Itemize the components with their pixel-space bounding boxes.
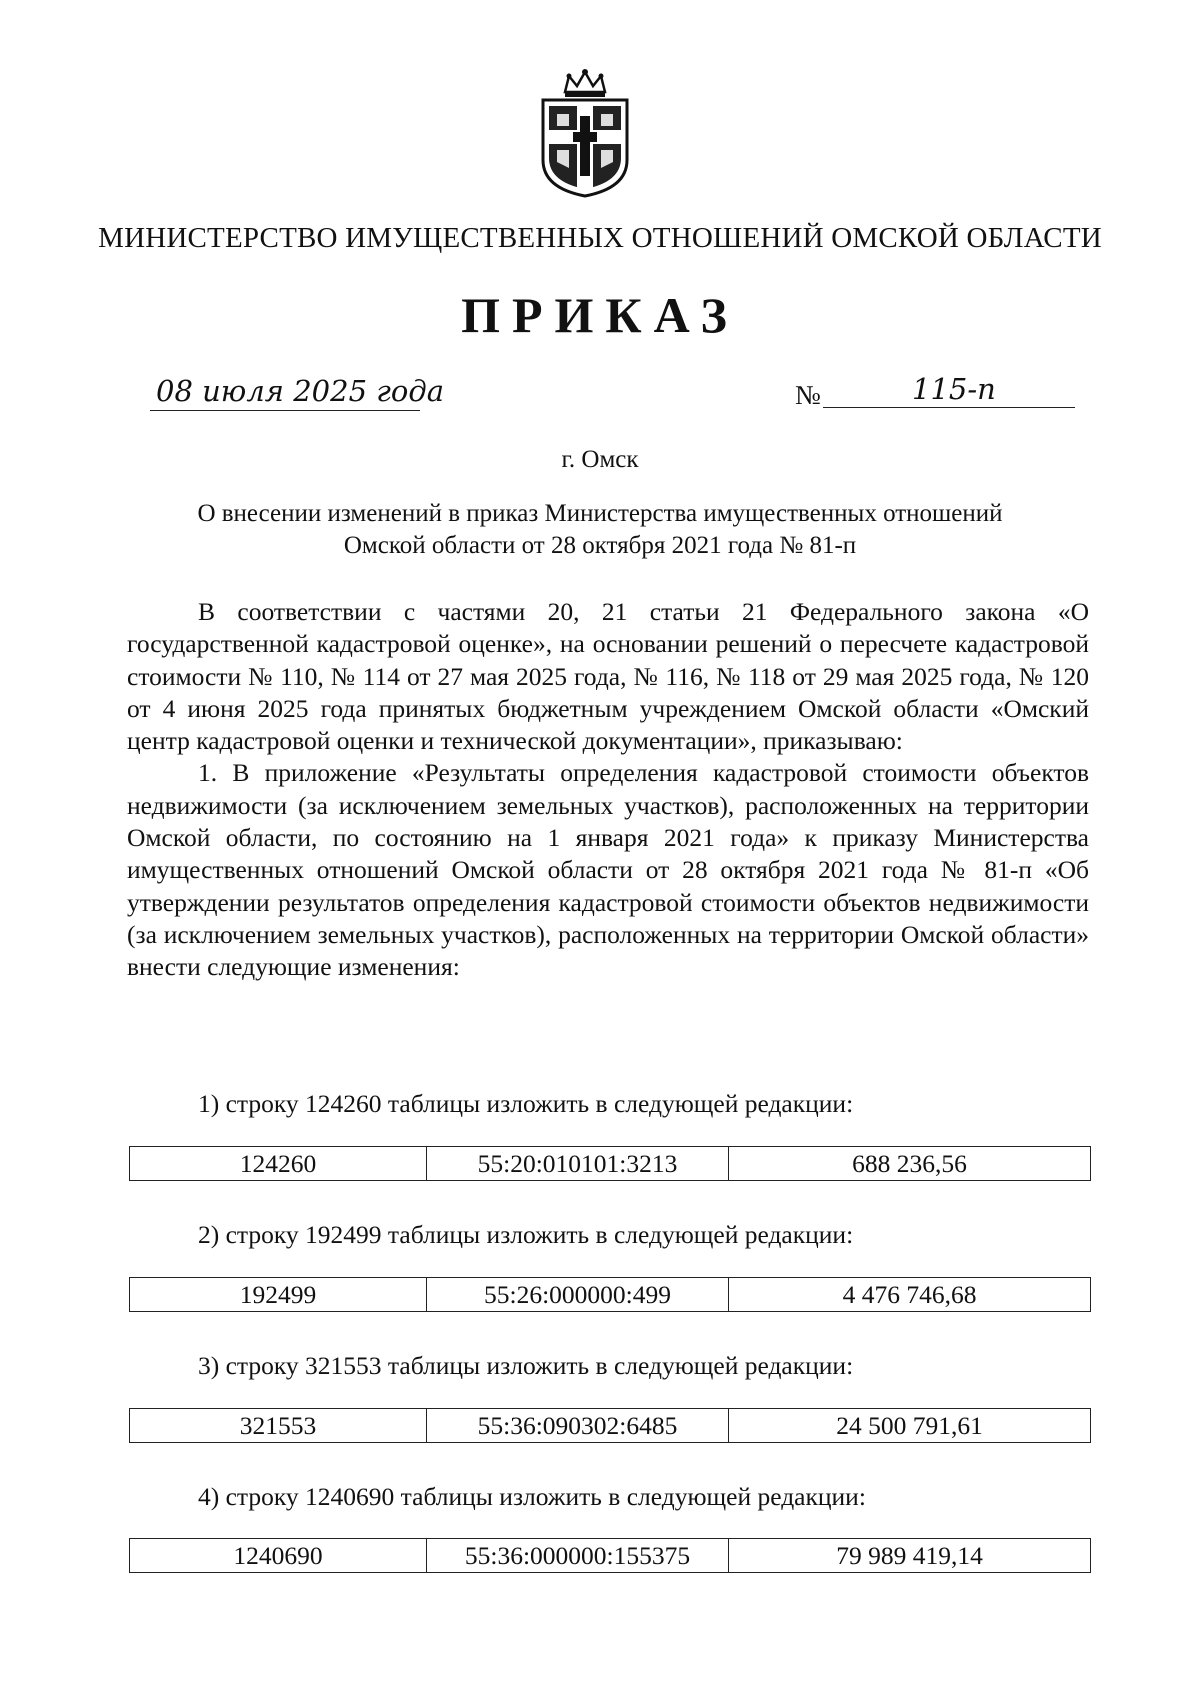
cadastral-value-cell: 688 236,56: [729, 1147, 1091, 1181]
preamble-paragraph: В соответствии с частями 20, 21 статьи 21 Федерального закона «О государственной кадастровой оценке», на основании решений о пересчете кадастровой стоимости № 110, № 114 от 27 мая 2025 года, № 116, № 118 от 29 мая 2025 года, № 120 от 4 июня 2025 года принятых бюджетным учреждением Омской области «Омский центр кадастровой оценки и технической документации», приказываю:: [127, 597, 1089, 756]
cadastral-number-cell: 55:20:010101:3213: [427, 1147, 729, 1181]
table-row: [130, 1278, 1091, 1312]
amendment-4-intro: 4) строку 1240690 таблицы изложить в следующей редакции:: [198, 1482, 866, 1511]
number-label: №: [795, 380, 821, 410]
amendment-2-table: [129, 1277, 1091, 1312]
cadastral-value-cell: 79 989 419,14: [729, 1539, 1091, 1573]
row-number-cell: 321553: [130, 1409, 427, 1443]
amendment-1-table: [129, 1146, 1091, 1181]
subject-line-2: Омской области от 28 октября 2021 года № 81-п: [343, 532, 857, 559]
amendment-3-table: [129, 1408, 1091, 1443]
subject-line-1: О внесении изменений в приказ Министерства имущественных отношений: [197, 500, 1003, 527]
order-subject: [0, 498, 1200, 562]
cadastral-value-cell: 4 476 746,68: [729, 1278, 1091, 1312]
amendment-1-intro: 1) строку 124260 таблицы изложить в следующей редакции:: [198, 1089, 854, 1118]
amendment-3-intro: 3) строку 321553 таблицы изложить в следующей редакции:: [198, 1351, 854, 1380]
handwritten-date: 08 июля 2025 года: [156, 374, 445, 408]
number-underline: [823, 407, 1075, 408]
cadastral-value-cell: 24 500 791,61: [729, 1409, 1091, 1443]
amendment-2-intro: 2) строку 192499 таблицы изложить в следующей редакции:: [198, 1220, 854, 1249]
table-row: [130, 1539, 1091, 1573]
cadastral-number-cell: 55:36:090302:6485: [427, 1409, 729, 1443]
order-body: [127, 596, 1089, 984]
ministry-name: МИНИСТЕРСТВО ИМУЩЕСТВЕННЫХ ОТНОШЕНИЙ ОМСКОЙ ОБЛАСТИ: [98, 222, 1102, 254]
date-underline: [150, 410, 420, 411]
row-number-cell: 192499: [130, 1278, 427, 1312]
coat-of-arms-icon: [535, 68, 635, 198]
document-title: ПРИКАЗ: [461, 287, 739, 343]
cadastral-number-cell: 55:26:000000:499: [427, 1278, 729, 1312]
table-row: [130, 1147, 1091, 1181]
table-row: [130, 1409, 1091, 1443]
city: г. Омск: [561, 446, 639, 473]
handwritten-number: 115-п: [912, 372, 996, 406]
cadastral-number-cell: 55:36:000000:155375: [427, 1539, 729, 1573]
row-number-cell: 1240690: [130, 1539, 427, 1573]
clause-1-paragraph: 1. В приложение «Результаты определения кадастровой стоимости объектов недвижимости (за исключением земельных участков), расположенных на территории Омской области, по состоянию на 1 января 2021 года» к приказу Министерства имущественных отношений Омской области от 28 октября 2021 года № 81-п «Об утверждении результатов определения кадастровой стоимости объектов недвижимости (за исключением земельных участков), расположенных на территории Омской области» внести следующие изменения:: [127, 758, 1089, 982]
amendment-4-table: [129, 1538, 1091, 1573]
row-number-cell: 124260: [130, 1147, 427, 1181]
